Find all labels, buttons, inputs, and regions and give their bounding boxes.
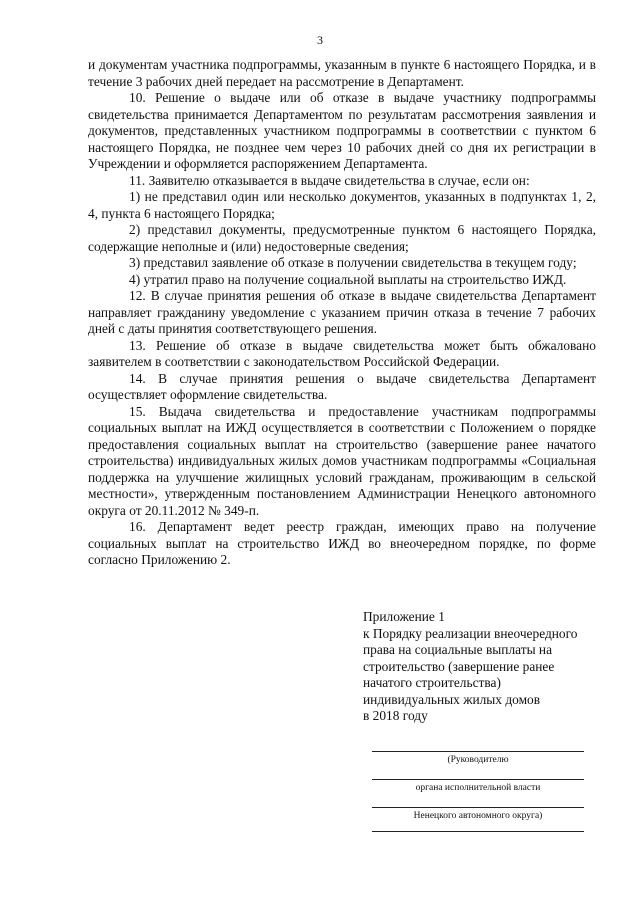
page-number: 3 — [317, 33, 323, 47]
paragraph: 2) представил документы, предусмотренные пунктом 6 настоящего Порядка, содержащие неполные и (или) недостоверные сведения; — [88, 222, 596, 254]
fill-in-line — [372, 807, 584, 808]
appendix-line: Приложение 1 — [363, 609, 445, 624]
appendix-line: в 2018 году — [363, 708, 428, 723]
paragraph: 16. Департамент ведет реестр граждан, имеющих право на получение социальных выплат на строительство ИЖД во внеочередном порядке, по форме согласно Приложению 2. — [88, 519, 596, 567]
paragraph: 3) представил заявление об отказе в получении свидетельства в текущем году; — [129, 255, 577, 270]
fill-in-caption: (Руководителю — [447, 755, 509, 765]
appendix-line: права на социальные выплаты на — [363, 642, 553, 657]
paragraph: 13. Решение об отказе в выдаче свидетельства может быть обжаловано заявителем в соответствии с законодательством Российской Федерации. — [88, 337, 596, 369]
paragraph: и документам участника подпрограммы, указанным в пункте 6 настоящего Порядка, и в течение 3 рабочих дней передает на рассмотрение в Департамент. — [88, 57, 596, 89]
paragraph: 11. Заявителю отказывается в выдаче свидетельства в случае, если он: — [129, 172, 530, 188]
paragraph: 4) утратил право на получение социальной выплаты на строительство ИЖД. — [129, 271, 567, 287]
appendix-line: начатого строительства) — [363, 675, 501, 690]
fill-in-caption: органа исполнительной власти — [415, 783, 541, 793]
addressee-row — [372, 804, 584, 832]
paragraph: 1) не представил один или несколько документов, указанных в подпунктах 1, 2, 4, пункта 6 настоящего Порядка; — [88, 189, 596, 221]
paragraph: 12. В случае принятия решения об отказе в выдаче свидетельства Департамент направляет гражданину уведомление с указанием причин отказа в течение 7 рабочих дней с даты принятия соответствующего решения. — [88, 288, 596, 336]
addressee-block — [372, 748, 584, 832]
paragraph: 14. В случае принятия решения о выдаче свидетельства Департамент осуществляет оформление свидетельства. — [88, 370, 596, 402]
appendix-heading — [363, 609, 603, 725]
addressee-row — [372, 748, 584, 776]
fill-in-caption: Ненецкого автономного округа) — [413, 811, 543, 821]
fill-in-line — [372, 831, 584, 832]
appendix-line: индивидуальных жилых домов — [363, 691, 541, 707]
paragraph: 15. Выдача свидетельства и предоставление участникам подпрограммы социальных выплат на ИЖД осуществляется в соответствии с Положением о порядке предоставления социальных выплат на строительство (завершение ранее начатого строительства) индивидуальных жилых домов участникам подпрограммы «Социальная поддержка на улучшение жилищных условий гражданам, проживающим в сельской местности», утвержденным постановлением Администрации Ненецкого автономного округа от 20.11.2012 № 349-п. — [88, 403, 596, 518]
addressee-row — [372, 776, 584, 804]
appendix-line: к Порядку реализации внеочередного — [363, 625, 578, 641]
fill-in-line — [372, 779, 584, 780]
appendix-line: строительство (завершение ранее — [363, 658, 555, 674]
fill-in-line — [372, 751, 584, 752]
document-body — [88, 57, 596, 569]
paragraph: 10. Решение о выдаче или об отказе в выдаче участнику подпрограммы свидетельства принимается Департаментом по результатам рассмотрения заявления и документов, представленных участником подпрограммы в соответствии с пунктом 6 настоящего Порядка, не позднее чем через 10 рабочих дней со дня их регистрации в Учреждении и оформляется распоряжением Департамента. — [88, 90, 596, 171]
